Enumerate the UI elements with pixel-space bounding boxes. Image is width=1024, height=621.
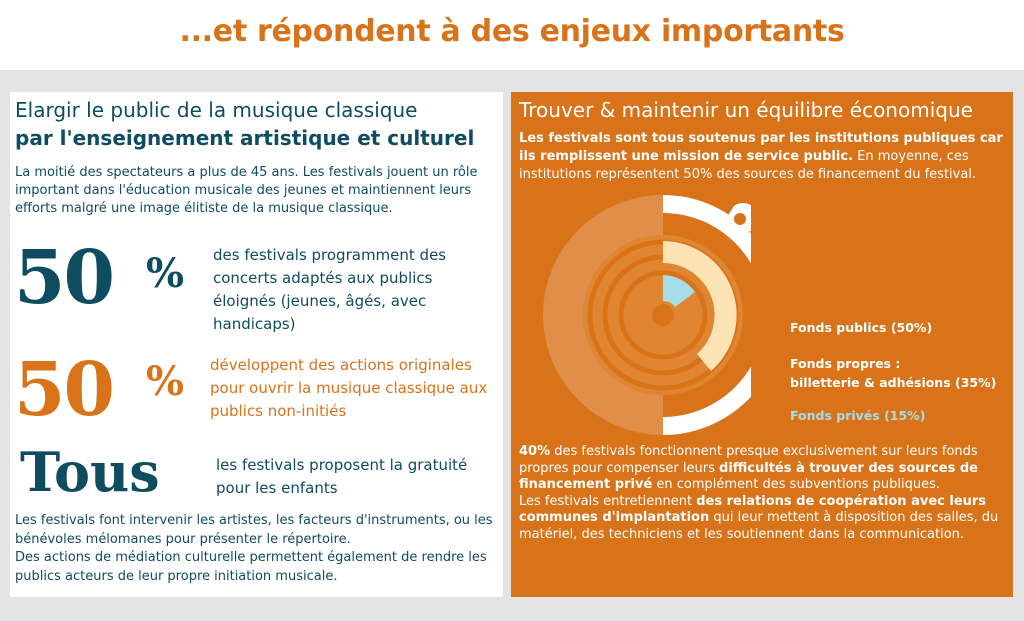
right-panel xyxy=(511,92,1013,597)
right-intro-rest: En moyenne, ces institutions représentent 50% des sources de financement du festival. xyxy=(519,149,977,182)
right-bottom-p2 xyxy=(519,494,1007,544)
legend-fonds-prives: Fonds privés (15%) xyxy=(790,408,926,423)
stat1-unit: % xyxy=(146,250,185,297)
p1-text1: des festivals fonctionnent presque exclusivement sur leurs fonds propres pour compenser leurs xyxy=(519,444,978,476)
left-heading-line2: par l'enseignement artistique et culturel xyxy=(15,126,475,150)
left-panel xyxy=(10,92,503,597)
legend-fonds-propres-line1: Fonds propres : xyxy=(790,356,901,371)
left-intro: La moitié des spectateurs a plus de 45 ans. Les festivals jouent un rôle important dans l'éducation musicale des jeunes et maintiennent leurs efforts malgré une image élitiste de la musique classique. xyxy=(15,165,478,216)
right-bottom-p1 xyxy=(519,444,1007,494)
right-intro-bold: Les festivals sont tous soutenus par les institutions publiques car ils remplissent une mission de service public. xyxy=(519,131,1003,164)
right-intro xyxy=(519,130,1009,184)
p2-bold1: des relations de coopération avec leurs communes d'implantation xyxy=(519,493,987,525)
left-heading-line1: Elargir le public de la musique classique xyxy=(15,98,418,122)
p1-bold1: 40% xyxy=(519,444,551,459)
stat2-unit: % xyxy=(146,358,185,405)
p2-text2: qui leur mettent à disposition des salles, du matériel, des techniciens et les soutiennent dans la communication. xyxy=(519,510,999,542)
p2-text1: Les festivals entretiennent xyxy=(519,493,697,509)
pin-marker-hole xyxy=(734,213,746,225)
funding-donut-chart xyxy=(541,190,751,440)
p1-bold2: difficultés à trouver des sources de financement privé xyxy=(519,460,978,492)
legend-fonds-publics: Fonds publics (50%) xyxy=(790,320,933,335)
stat1-text: des festivals programment des concerts adaptés aux publics éloignés (jeunes, âgés, avec handicaps) xyxy=(213,246,447,333)
page-title: ...et répondent à des enjeux importants xyxy=(179,14,845,49)
stat3-value: Tous xyxy=(20,440,160,504)
legend-fonds-propres xyxy=(790,354,1005,392)
right-bottom-text xyxy=(519,444,1007,543)
header-bar xyxy=(0,0,1024,70)
stat1-value: 50 xyxy=(14,235,113,321)
legend-fonds-propres-line2: billetterie & adhésions (35%) xyxy=(790,375,997,390)
left-bottom-p1: Les festivals font intervenir les artistes, les facteurs d'instruments, ou les bénévoles mélomanes pour présenter le répertoire. xyxy=(15,513,493,547)
left-bottom-p2: Des actions de médiation culturelle permettent également de rendre les publics acteurs de leur propre initiation musicale. xyxy=(15,550,487,584)
p1-text2: en complément des subventions publiques. xyxy=(652,477,941,492)
center-dot xyxy=(652,304,674,326)
stat2-text: développent des actions originales pour ouvrir la musique classique aux publics non-initiés xyxy=(210,356,488,420)
right-heading: Trouver & maintenir un équilibre économique xyxy=(519,98,973,122)
left-bottom-text xyxy=(15,512,500,586)
stat3-text: les festivals proposent la gratuité pour les enfants xyxy=(216,456,468,497)
stat2-value: 50 xyxy=(14,347,113,433)
